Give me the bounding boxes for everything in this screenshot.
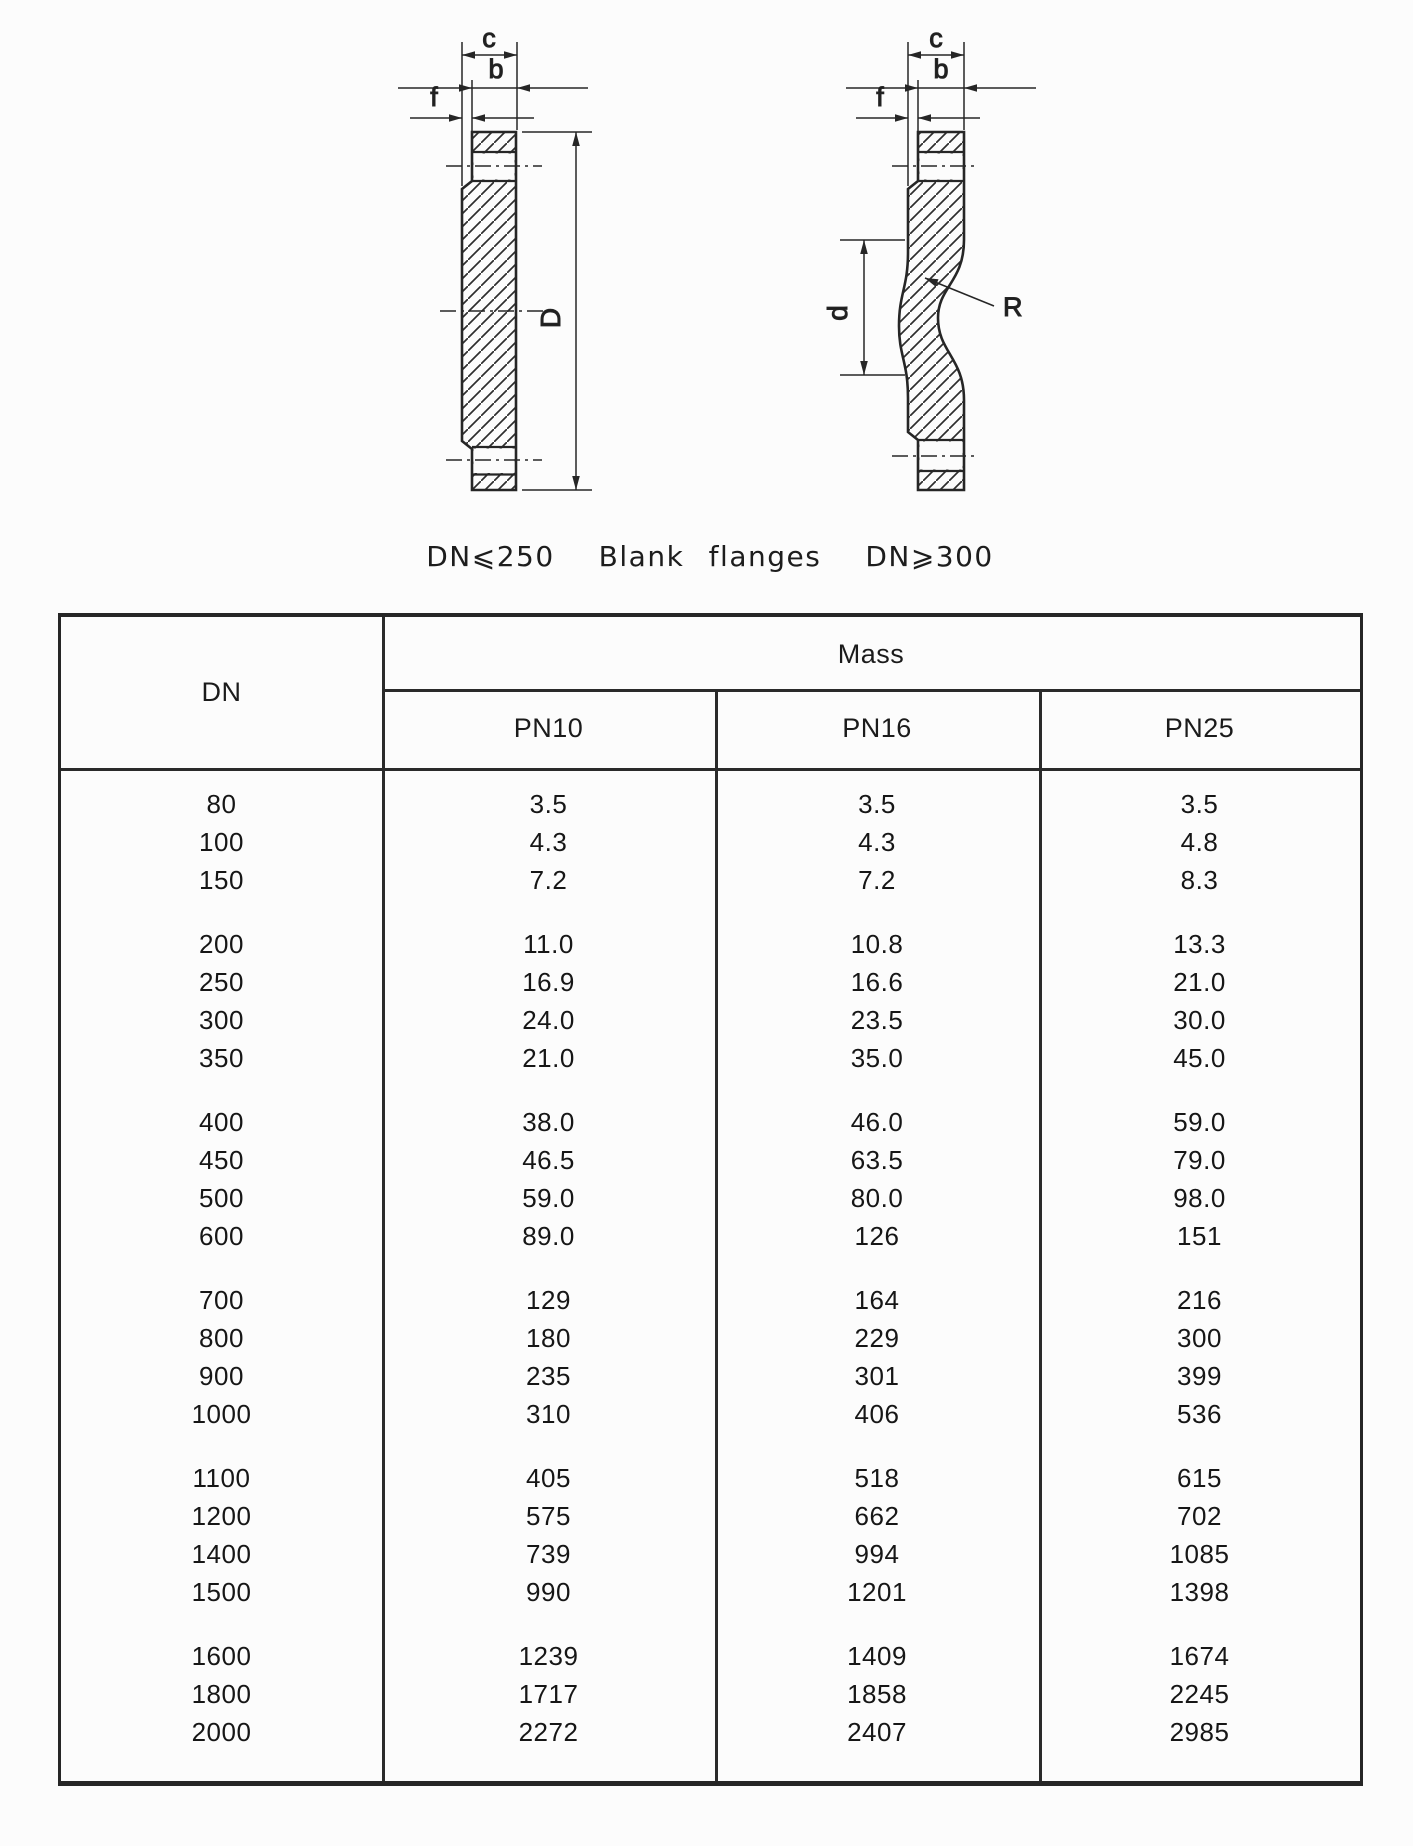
mass-value: 80.0: [850, 1183, 904, 1213]
group-gap: [715, 1255, 1039, 1281]
mass-value: 662: [854, 1501, 900, 1531]
dn-value: 200: [199, 929, 244, 959]
mass-value: 89.0: [522, 1221, 575, 1251]
header-pn10: PN10: [513, 713, 584, 743]
mass-value: 994: [854, 1539, 900, 1569]
mass-value: 4.3: [529, 827, 568, 857]
mass-value: 575: [526, 1501, 571, 1531]
dn-value: 1800: [191, 1679, 252, 1709]
mass-value: 1201: [847, 1577, 907, 1607]
header-mass: Mass: [837, 639, 905, 669]
dn-value: 1400: [191, 1539, 252, 1569]
mass-value: 1085: [1169, 1539, 1230, 1569]
diagram-caption: [380, 540, 1040, 573]
dn-value: 450: [199, 1145, 244, 1175]
group-gap: [1039, 1433, 1360, 1459]
group-gap: [382, 1611, 715, 1637]
mass-value: 11.0: [523, 929, 574, 959]
mass-value: 151: [1177, 1221, 1222, 1251]
mass-value: 16.6: [850, 967, 904, 997]
mass-value: 1717: [518, 1679, 579, 1709]
mass-value: 79.0: [1173, 1145, 1226, 1175]
group-gap: [715, 899, 1039, 925]
mass-value: 229: [854, 1323, 900, 1353]
mass-value: 235: [526, 1361, 571, 1391]
flange-section-diagrams: [0, 0, 1413, 612]
flange-section-dished: [822, 23, 1036, 490]
mass-value: 4.8: [1180, 827, 1219, 857]
dimension-label-c-right: c: [929, 23, 943, 53]
mass-value: 1674: [1169, 1641, 1230, 1671]
mass-value: 98.0: [1173, 1183, 1226, 1213]
dn-value: 150: [199, 865, 244, 895]
group-gap: [382, 1433, 715, 1459]
mass-value: 10.8: [850, 929, 904, 959]
mass-table: [58, 613, 1363, 1786]
mass-value: 38.0: [522, 1107, 575, 1137]
dn-value: 700: [199, 1285, 244, 1315]
mass-value: 1858: [847, 1679, 907, 1709]
mass-value: 739: [526, 1539, 571, 1569]
mass-value: 2407: [847, 1717, 907, 1747]
group-gap: [1039, 899, 1360, 925]
dimension-label-D: D: [535, 307, 566, 329]
column-pn25-values: [1039, 785, 1360, 1751]
header-body-divider: [61, 768, 1360, 771]
dimension-label-d: d: [822, 305, 853, 321]
mass-value: 518: [854, 1463, 900, 1493]
caption-title: Blank flanges: [598, 540, 822, 573]
mass-value: 615: [1177, 1463, 1222, 1493]
dimension-label-f-right: f: [876, 82, 884, 112]
mass-value: 1398: [1169, 1577, 1230, 1607]
mass-value: 13.3: [1173, 929, 1226, 959]
mass-value: 21.0: [522, 1043, 575, 1073]
dn-value: 1600: [191, 1641, 252, 1671]
header-pn25: PN25: [1164, 713, 1235, 743]
dimension-label-f-left: f: [430, 82, 438, 112]
mass-value: 7.2: [858, 865, 896, 895]
mass-value: 2985: [1169, 1717, 1230, 1747]
group-gap: [715, 1433, 1039, 1459]
mass-value: 23.5: [850, 1005, 904, 1035]
mass-value: 46.5: [522, 1145, 575, 1175]
mass-value: 35.0: [850, 1043, 904, 1073]
mass-value: 3.5: [858, 789, 896, 819]
mass-value: 8.3: [1180, 865, 1219, 895]
mass-value: 30.0: [1173, 1005, 1226, 1035]
group-gap: [1039, 1255, 1360, 1281]
column-pn10-values: [382, 785, 715, 1751]
mass-value: 180: [526, 1323, 571, 1353]
mass-value: 164: [854, 1285, 900, 1315]
mass-value: 3.5: [1180, 789, 1219, 819]
mass-header-divider: [382, 689, 1360, 692]
mass-value: 4.3: [858, 827, 896, 857]
dn-value: 350: [199, 1043, 244, 1073]
dimension-label-R: R: [1003, 292, 1023, 322]
mass-value: 300: [1177, 1323, 1222, 1353]
mass-value: 405: [526, 1463, 571, 1493]
mass-value: 59.0: [522, 1183, 575, 1213]
column-pn16-values: [715, 785, 1039, 1751]
dn-value: 400: [199, 1107, 244, 1137]
mass-value: 129: [526, 1285, 571, 1315]
dn-value: 100: [199, 827, 244, 857]
group-gap: [61, 1611, 382, 1637]
mass-value: 310: [526, 1399, 571, 1429]
caption-dn-small: DN⩽250: [426, 540, 555, 573]
group-gap: [715, 1611, 1039, 1637]
dimension-label-b-left: b: [488, 54, 504, 84]
dn-value: 1500: [191, 1577, 252, 1607]
group-gap: [61, 1255, 382, 1281]
mass-value: 7.2: [529, 865, 568, 895]
group-gap: [382, 1255, 715, 1281]
mass-value: 536: [1177, 1399, 1222, 1429]
dn-value: 1000: [191, 1399, 252, 1429]
dn-value: 1100: [192, 1463, 251, 1493]
caption-dn-large: DN⩾300: [865, 540, 994, 573]
group-gap: [382, 1077, 715, 1103]
dn-value: 2000: [191, 1717, 252, 1747]
column-dn-values: [61, 785, 382, 1751]
mass-value: 126: [854, 1221, 900, 1251]
mass-value: 59.0: [1173, 1107, 1226, 1137]
flange-diagrams-svg: [0, 0, 1413, 612]
dn-value: 900: [199, 1361, 244, 1391]
dn-value: 1200: [191, 1501, 252, 1531]
mass-value: 24.0: [522, 1005, 575, 1035]
dn-value: 250: [199, 967, 244, 997]
flange-section-flat: [398, 23, 592, 490]
mass-value: 406: [854, 1399, 900, 1429]
mass-value: 63.5: [850, 1145, 904, 1175]
group-gap: [61, 1077, 382, 1103]
group-gap: [715, 1077, 1039, 1103]
dn-value: 500: [199, 1183, 244, 1213]
mass-value: 45.0: [1173, 1043, 1226, 1073]
mass-value: 21.0: [1173, 967, 1226, 997]
mass-value: 216: [1177, 1285, 1222, 1315]
mass-value: 1409: [847, 1641, 907, 1671]
mass-value: 16.9: [522, 967, 575, 997]
mass-value: 990: [526, 1577, 571, 1607]
group-gap: [1039, 1077, 1360, 1103]
dn-value: 300: [199, 1005, 244, 1035]
dimension-label-c-left: c: [482, 23, 496, 53]
header-pn16: PN16: [842, 713, 912, 743]
dn-value: 600: [199, 1221, 244, 1251]
mass-value: 46.0: [850, 1107, 904, 1137]
mass-value: 702: [1177, 1501, 1222, 1531]
mass-value: 1239: [518, 1641, 579, 1671]
mass-value: 3.5: [529, 789, 568, 819]
group-gap: [382, 899, 715, 925]
group-gap: [61, 1433, 382, 1459]
mass-value: 301: [854, 1361, 900, 1391]
dn-value: 800: [199, 1323, 244, 1353]
group-gap: [1039, 1611, 1360, 1637]
mass-value: 2272: [518, 1717, 579, 1747]
header-dn: DN: [201, 677, 242, 707]
dn-value: 80: [206, 789, 237, 819]
mass-value: 399: [1177, 1361, 1222, 1391]
group-gap: [61, 899, 382, 925]
mass-value: 2245: [1169, 1679, 1230, 1709]
dimension-label-b-right: b: [933, 54, 949, 84]
